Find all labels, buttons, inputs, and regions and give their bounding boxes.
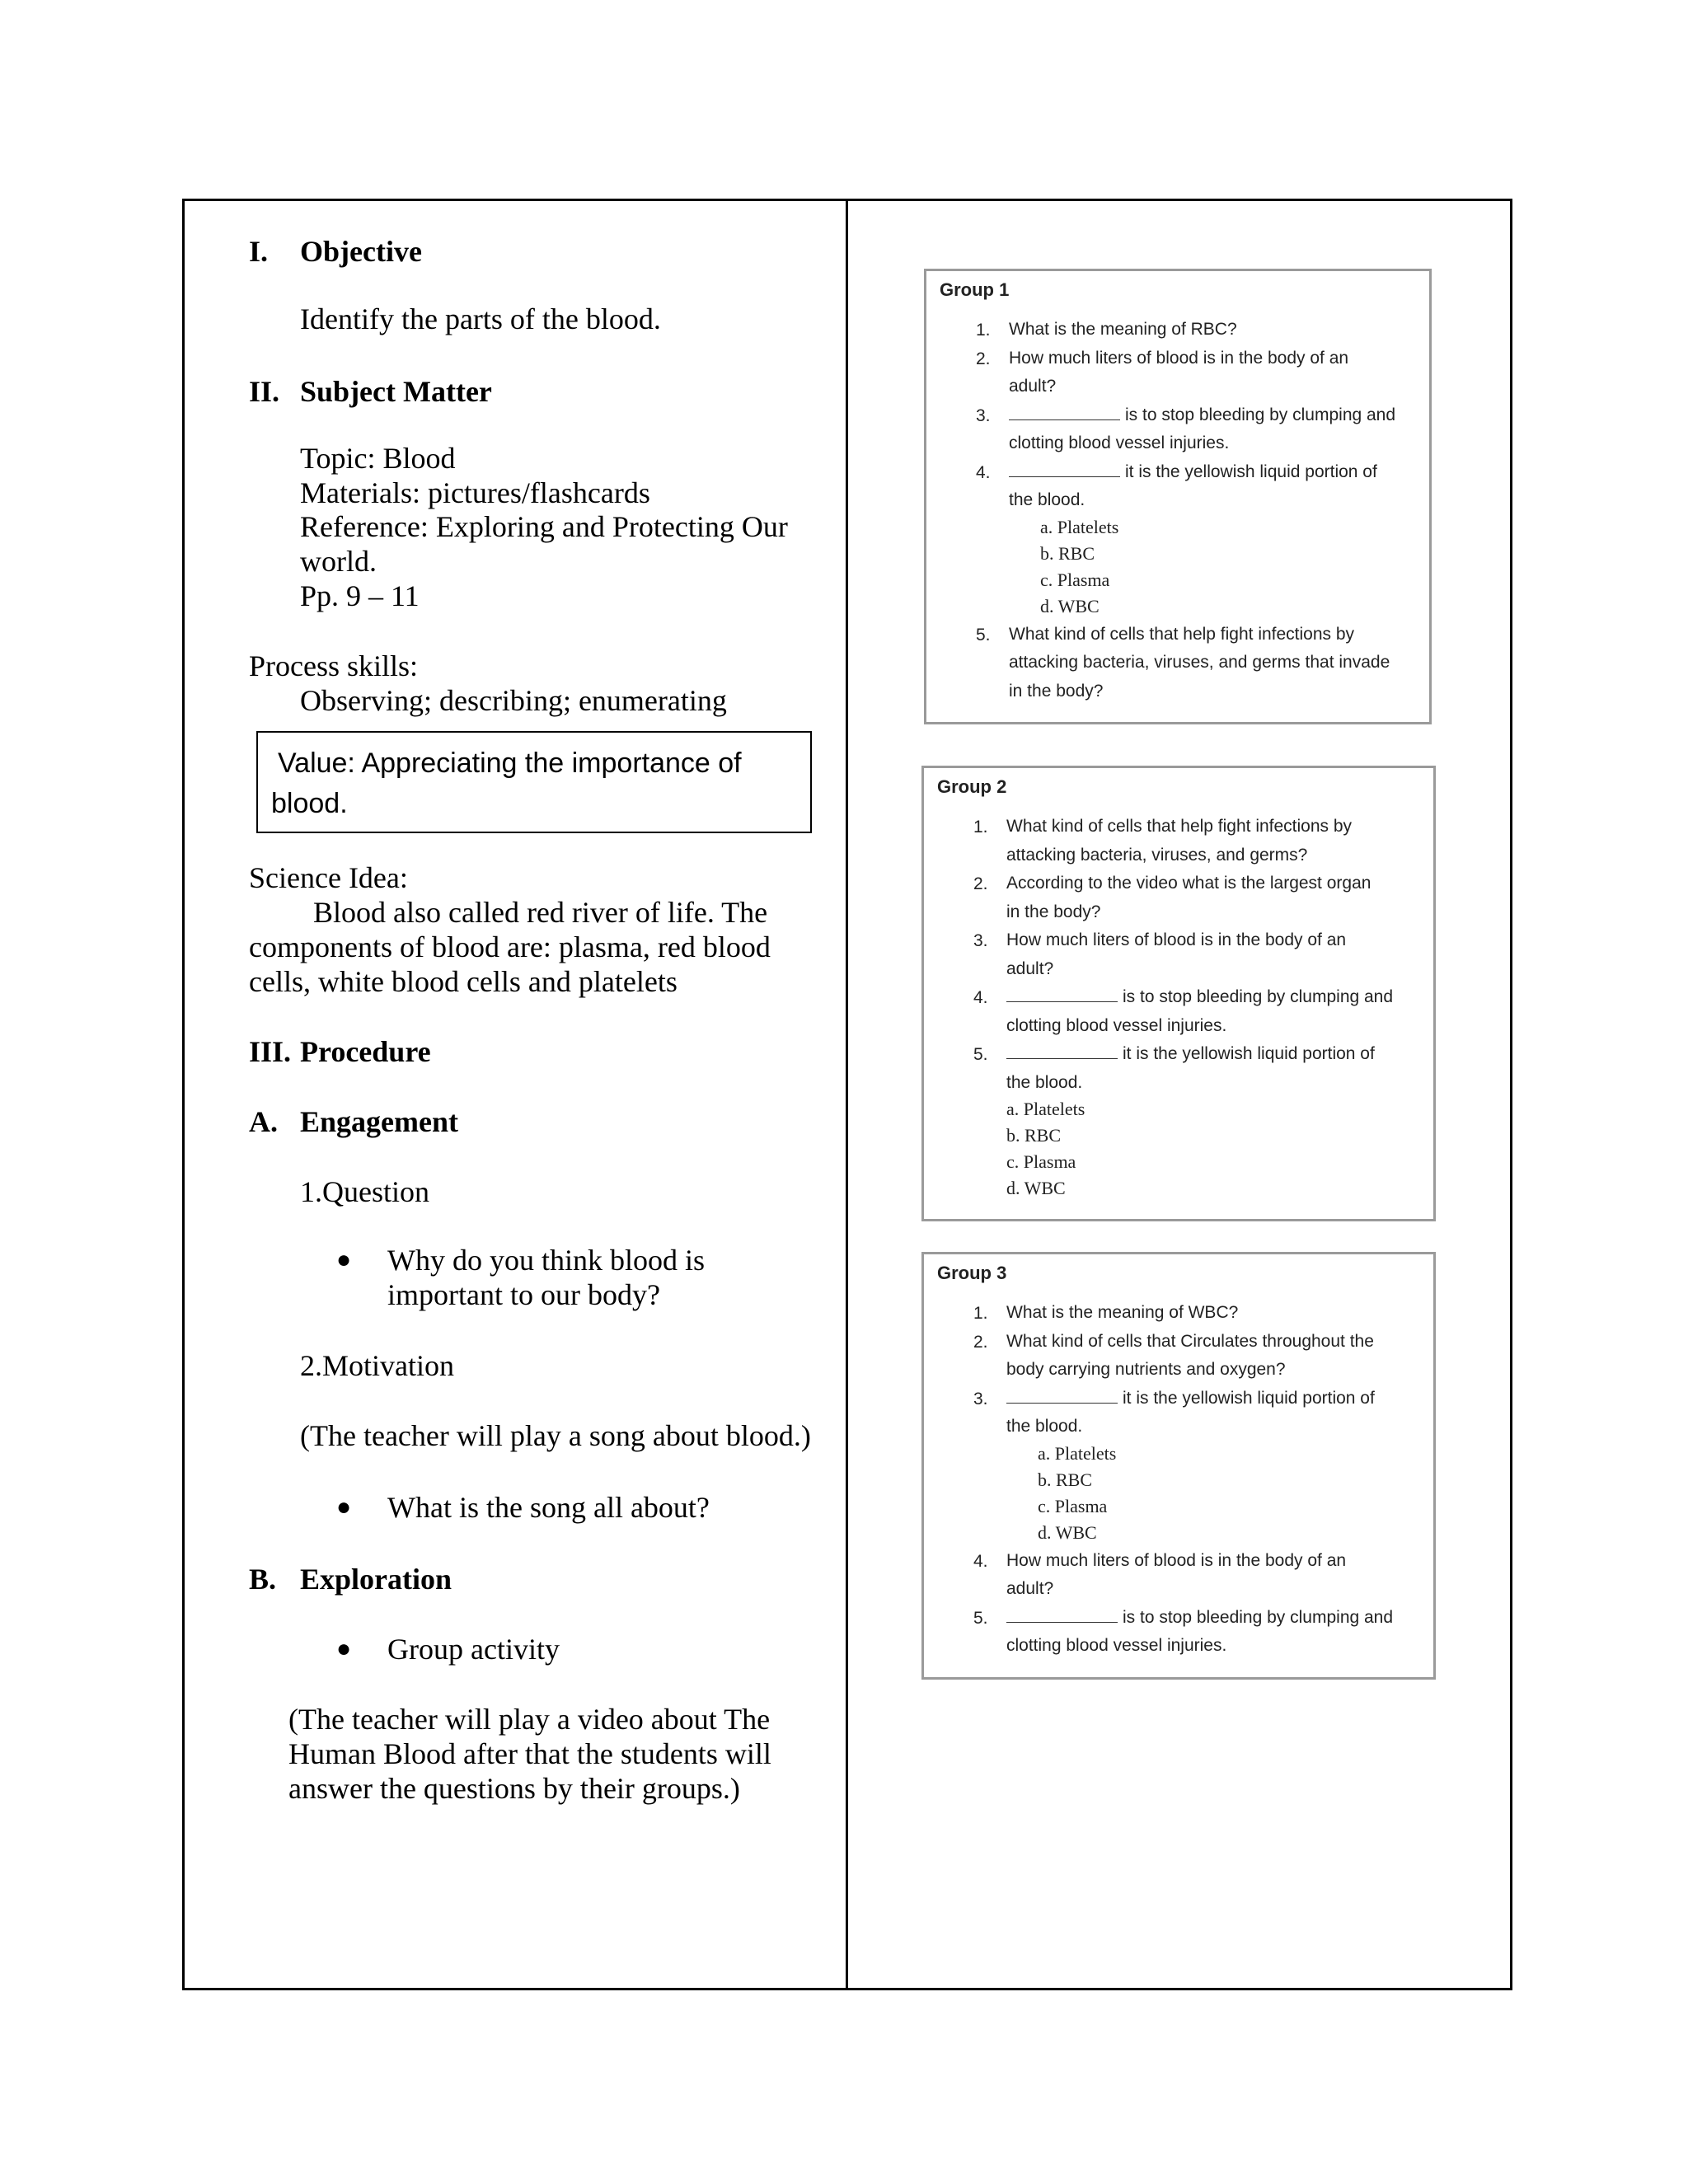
answer-option: c. Plasma [1006, 1151, 1076, 1172]
objective-heading: Objective [300, 235, 422, 268]
question-text [1006, 1356, 1410, 1384]
process-skills-label: Process skills: [249, 649, 419, 682]
right-column [848, 201, 1510, 1988]
group-title: Group 1 [940, 279, 1010, 300]
reference-text: Reference: Exploring and Protecting Our [300, 510, 788, 543]
value-line-1: Value: Appreciating the importance of [278, 748, 742, 779]
materials-text: Materials: pictures/flashcards [300, 476, 650, 509]
question-line: attacking bacteria, viruses, and germs that invade [1009, 653, 1390, 672]
procedure-number: III. [249, 1035, 292, 1068]
question-number: 3. [973, 1389, 988, 1408]
bullet-dot: ● [336, 1246, 352, 1273]
motivation-label: 2.Motivation [300, 1349, 454, 1382]
question-text [1006, 1413, 1410, 1441]
answer-option: b. RBC [1006, 1125, 1062, 1146]
question-line: clotting blood vessel injuries. [1009, 434, 1230, 452]
question-number: 1. [973, 818, 988, 837]
exploration-letter: B. [249, 1563, 277, 1596]
value-box [256, 731, 812, 833]
reference-text-cont: world. [300, 545, 377, 578]
answer-option: b. RBC [1040, 542, 1095, 564]
question-text [1006, 1328, 1410, 1356]
question-number: 4. [973, 1551, 988, 1571]
question-number: 5. [976, 625, 991, 644]
question-line: the blood. [1006, 1417, 1083, 1436]
subject-matter-heading: Subject Matter [300, 375, 492, 408]
question-line: What is the meaning of WBC? [1006, 1303, 1239, 1322]
group-activity-text: Group activity [387, 1633, 560, 1666]
question-text [1006, 1604, 1410, 1632]
question-line: What is the meaning of RBC? [1009, 320, 1237, 339]
question-number: 3. [976, 405, 991, 425]
question-line-1: Why do you think blood is [387, 1244, 705, 1277]
process-skills-text: Observing; describing; enumerating [300, 684, 727, 717]
question-line: the blood. [1009, 490, 1085, 509]
value-line-2: blood. [271, 788, 348, 819]
question-number: 5. [973, 1045, 988, 1064]
question-text [1006, 926, 1410, 954]
question-text [1009, 677, 1413, 705]
science-idea-line-3: cells, white blood cells and platelets [249, 965, 678, 998]
question-text [1006, 813, 1410, 841]
question-text [1009, 458, 1413, 486]
question-line: According to the video what is the largest organ [1006, 874, 1372, 893]
question-number: 3. [973, 931, 988, 950]
question-text [1009, 401, 1413, 429]
answer-blank [1006, 1043, 1118, 1059]
answer-blank [1006, 987, 1118, 1002]
question-line: is to stop bleeding by clumping and [1123, 1607, 1394, 1627]
question-text [1006, 841, 1410, 869]
question-text [1009, 316, 1413, 344]
question-line: adult? [1009, 377, 1057, 396]
exploration-heading: Exploration [300, 1563, 452, 1596]
question-line-2: important to our body? [387, 1278, 660, 1311]
answer-option: d. WBC [1040, 595, 1100, 616]
objective-number: I. [249, 235, 269, 268]
question-line: is to stop bleeding by clumping and [1125, 405, 1396, 424]
answer-blank [1009, 462, 1120, 477]
bullet-dot: ● [336, 1635, 352, 1662]
question-number: 1. [976, 321, 991, 340]
objective-text: Identify the parts of the blood. [300, 302, 661, 335]
science-idea-line-1: Blood also called red river of life. The [313, 896, 768, 929]
topic-text: Topic: Blood [300, 442, 456, 475]
question-text [1009, 486, 1413, 514]
group-question-box [924, 269, 1432, 724]
question-line: it is the yellowish liquid portion of [1123, 1044, 1375, 1063]
question-number: 2. [976, 349, 991, 368]
question-text [1006, 1299, 1410, 1327]
question-text [1009, 344, 1413, 373]
question-line: body carrying nutrients and oxygen? [1006, 1360, 1286, 1379]
question-line: is to stop bleeding by clumping and [1123, 987, 1394, 1006]
question-text [1006, 1575, 1410, 1603]
question-line: in the body? [1006, 902, 1101, 921]
answer-option: a. Platelets [1006, 1099, 1085, 1119]
question-number: 5. [973, 1608, 988, 1628]
question-number: 1. [973, 1304, 988, 1323]
question-line: in the body? [1009, 681, 1104, 701]
exploration-note-1: (The teacher will play a video about The [288, 1703, 771, 1736]
question-text [1009, 373, 1413, 401]
question-text [1006, 983, 1410, 1011]
procedure-heading: Procedure [300, 1035, 431, 1068]
group-question-box [921, 766, 1436, 1221]
answer-blank [1009, 405, 1120, 420]
answer-option: a. Platelets [1040, 516, 1119, 537]
engagement-heading: Engagement [300, 1105, 458, 1138]
exploration-note-3: answer the questions by their groups.) [288, 1772, 740, 1805]
question-text [1006, 1385, 1410, 1413]
question-text [1009, 649, 1413, 677]
question-label: 1.Question [300, 1175, 429, 1208]
bullet-dot: ● [336, 1493, 352, 1521]
question-number: 2. [973, 874, 988, 893]
question-line: the blood. [1006, 1072, 1083, 1092]
answer-option: d. WBC [1038, 1521, 1097, 1543]
motivation-text: (The teacher will play a song about blood.) [300, 1419, 811, 1452]
question-text [1006, 1040, 1410, 1068]
question-text [1006, 1012, 1410, 1040]
question-text [1006, 1632, 1410, 1660]
question-number: 4. [976, 462, 991, 482]
question-number: 2. [973, 1332, 988, 1352]
question-line: What kind of cells that Circulates throughout the [1006, 1331, 1374, 1351]
question-number: 4. [973, 988, 988, 1007]
answer-option: c. Plasma [1040, 569, 1110, 590]
question-line: How much liters of blood is in the body of an [1009, 348, 1349, 368]
question-text [1006, 1069, 1410, 1097]
question-line: attacking bacteria, viruses, and germs? [1006, 845, 1308, 865]
group-title: Group 3 [937, 1263, 1007, 1283]
pages-text: Pp. 9 – 11 [300, 579, 420, 612]
science-idea-line-2: components of blood are: plasma, red blood [249, 930, 771, 963]
question-line: How much liters of blood is in the body of an [1006, 930, 1347, 949]
question-text [1009, 429, 1413, 457]
question-line: What kind of cells that help fight infections by [1006, 817, 1353, 836]
answer-option: b. RBC [1038, 1469, 1093, 1490]
answer-option: c. Plasma [1038, 1495, 1108, 1516]
question-line: clotting blood vessel injuries. [1006, 1636, 1227, 1655]
engagement-letter: A. [249, 1105, 278, 1138]
group-title: Group 2 [937, 776, 1007, 797]
answer-blank [1006, 1388, 1118, 1404]
question-line: How much liters of blood is in the body of an [1006, 1550, 1347, 1570]
question-text [1006, 955, 1410, 983]
question-line: What kind of cells that help fight infections by [1009, 624, 1355, 644]
motivation-question: What is the song all about? [387, 1491, 710, 1524]
answer-blank [1006, 1607, 1118, 1623]
question-line: it is the yellowish liquid portion of [1123, 1388, 1375, 1408]
question-line: it is the yellowish liquid portion of [1125, 462, 1377, 481]
answer-option: a. Platelets [1038, 1442, 1117, 1464]
question-text [1006, 869, 1410, 898]
group-question-box [921, 1252, 1436, 1680]
question-text [1006, 898, 1410, 926]
science-idea-label: Science Idea: [249, 861, 408, 894]
answer-option: d. WBC [1006, 1178, 1066, 1198]
question-line: adult? [1006, 1579, 1054, 1598]
question-text [1009, 621, 1413, 649]
left-column [185, 201, 848, 1988]
lesson-plan-table [182, 199, 1512, 1990]
subject-matter-number: II. [249, 375, 280, 408]
group-activity-sheets [924, 269, 1435, 1752]
question-text [1006, 1547, 1410, 1575]
question-line: clotting blood vessel injuries. [1006, 1015, 1227, 1035]
question-line: adult? [1006, 958, 1054, 978]
exploration-note-2: Human Blood after that the students will [288, 1737, 771, 1770]
